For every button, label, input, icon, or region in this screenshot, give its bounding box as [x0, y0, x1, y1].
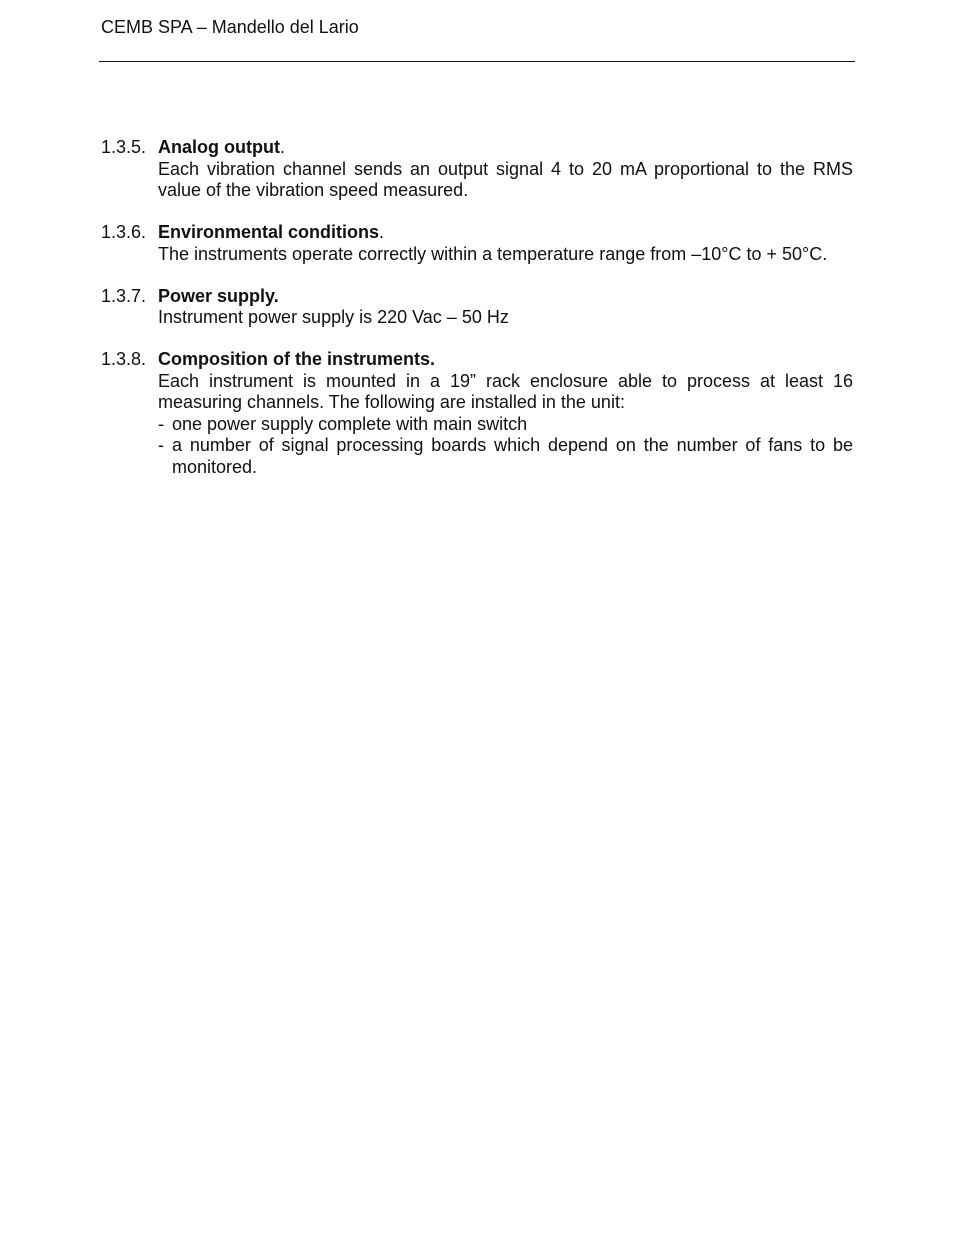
section-title-suffix: . [279, 137, 285, 157]
section-title: Analog output [158, 137, 280, 157]
section-paragraph: Each vibration channel sends an output signal 4 to 20 mA proportional to the RMS value of the vibration speed measured. [158, 158, 853, 200]
section-heading-text [158, 222, 384, 244]
section-paragraph: Each instrument is mounted in a 19” rack enclosure able to process at least 16 measuring channels. The following are installed in the unit: [158, 370, 853, 412]
section-composition [101, 349, 853, 478]
section-paragraph: The instruments operate correctly within a temperature range from –10°C to + 50°C. [158, 243, 828, 264]
section-heading [101, 286, 853, 308]
section-number: 1.3.6. [101, 222, 147, 242]
section-number: 1.3.5. [101, 137, 147, 157]
list-marker: - [158, 413, 164, 434]
section-title: Power supply. [158, 285, 279, 306]
list-marker: - [158, 435, 164, 455]
section-number: 1.3.7. [101, 285, 147, 306]
list-item-text: a number of signal processing boards which depend on the number of fans to be monitored. [172, 435, 853, 477]
section-heading-text [158, 137, 285, 159]
list-item [158, 414, 853, 436]
list-item-text: one power supply complete with main switch [172, 413, 528, 434]
section-heading [101, 137, 853, 159]
section-number: 1.3.8. [101, 349, 147, 369]
list-item [158, 435, 853, 478]
document-body [101, 137, 853, 499]
section-paragraph: Instrument power supply is 220 Vac – 50 Hz [158, 307, 509, 327]
section-environmental-conditions [101, 222, 853, 265]
component-list [158, 414, 853, 479]
section-power-supply [101, 286, 853, 329]
header-divider [99, 61, 855, 62]
section-heading [101, 349, 853, 371]
page-header: CEMB SPA – Mandello del Lario [101, 17, 359, 37]
section-title: Environmental conditions [158, 222, 380, 242]
section-heading-text [158, 286, 279, 308]
section-title-suffix: . [379, 222, 385, 242]
section-heading [101, 222, 853, 244]
section-heading-text [158, 349, 435, 371]
section-analog-output [101, 137, 853, 202]
section-title: Composition of the instruments. [158, 349, 435, 369]
